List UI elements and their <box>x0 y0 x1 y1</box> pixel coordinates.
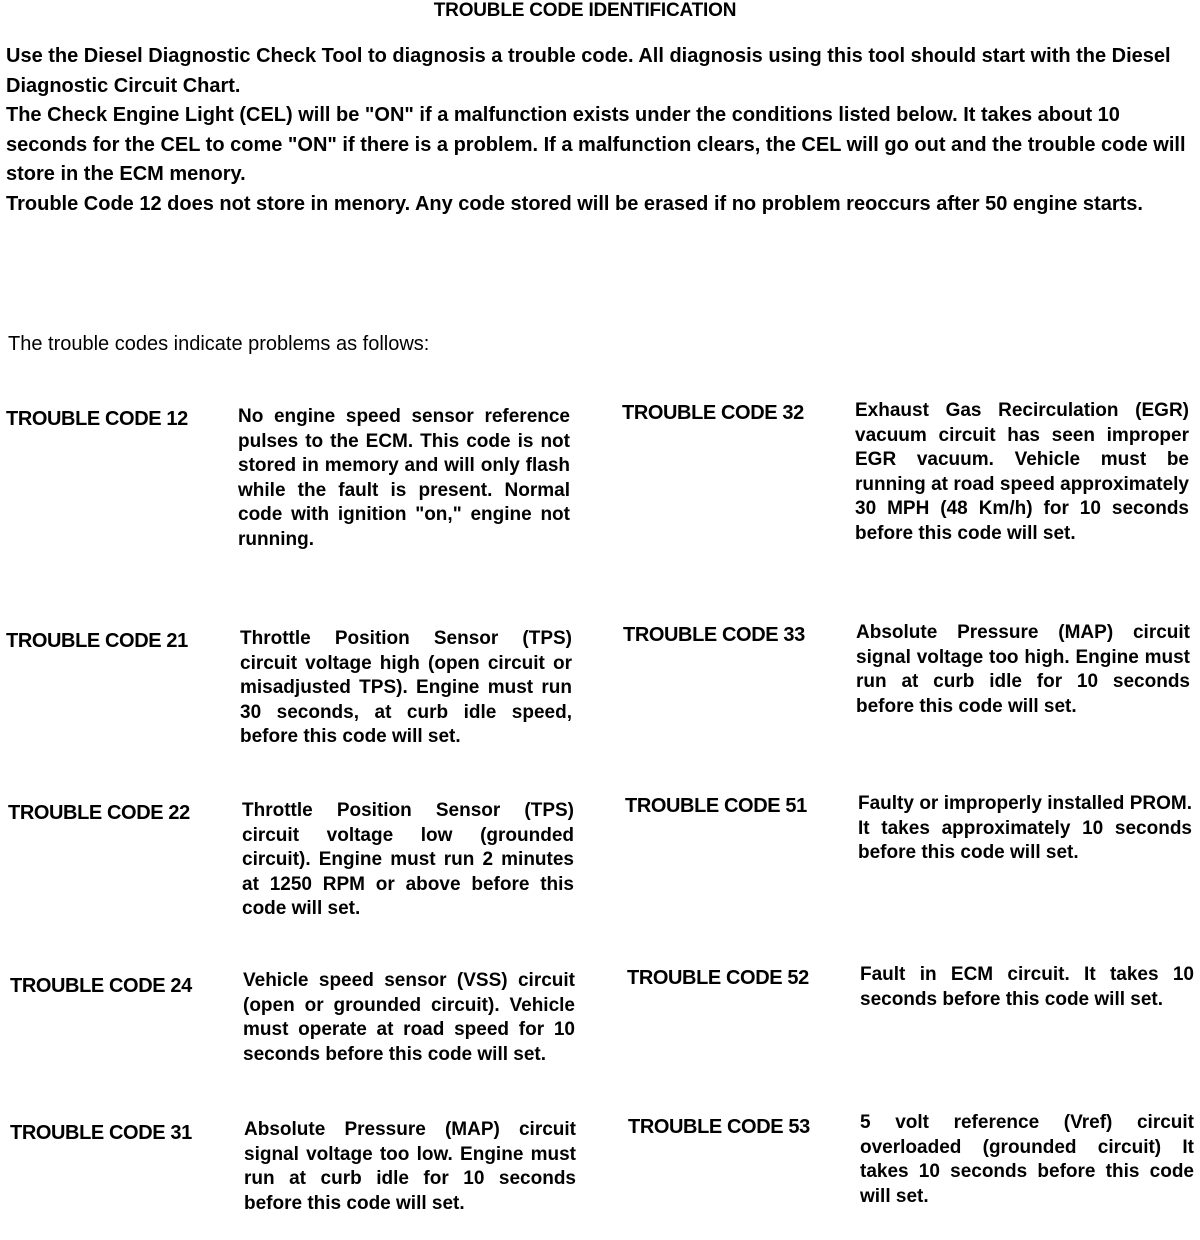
trouble-code-description: Throttle Position Sensor (TPS) circuit voltage high (open circuit or misadjusted TPS). Engine must run 30 seconds, at curb idle speed, before this code will set. <box>240 628 572 747</box>
intro-paragraph: Trouble Code 12 does not store in menory. Any code stored will be erased if no problem reoccurs after 50 engine starts. <box>6 192 1143 215</box>
trouble-code-description: Fault in ECM circuit. It takes 10 seconds before this code will set. <box>860 964 1194 1010</box>
trouble-code-description: No engine speed sensor reference pulses to the ECM. This code is not stored in memory and will only flash while the fault is present. Normal code with ignition "on," engine not running. <box>238 406 570 550</box>
trouble-code-label: TROUBLE CODE 51 <box>625 795 807 817</box>
trouble-code-label: TROUBLE CODE 21 <box>6 630 188 652</box>
trouble-code-description: Absolute Pressure (MAP) circuit signal voltage too high. Engine must run at curb idle for 10 seconds before this code will set. <box>856 622 1190 717</box>
intro-section <box>6 42 1186 219</box>
trouble-code-label: TROUBLE CODE 12 <box>6 408 188 430</box>
trouble-code-description: Vehicle speed sensor (VSS) circuit (open or grounded circuit). Vehicle must operate at road speed for 10 seconds before this code will set. <box>243 970 575 1065</box>
trouble-code-label: TROUBLE CODE 32 <box>622 402 804 424</box>
trouble-code-label: TROUBLE CODE 31 <box>10 1122 192 1144</box>
trouble-code-label: TROUBLE CODE 52 <box>627 967 809 989</box>
intro-paragraph: Use the Diesel Diagnostic Check Tool to diagnosis a trouble code. All diagnosis using this tool should start with the Diesel Diagnostic Circuit Chart. <box>6 45 1171 97</box>
trouble-code-label: TROUBLE CODE 24 <box>10 975 192 997</box>
trouble-code-description: Exhaust Gas Recirculation (EGR) vacuum circuit has seen improper EGR vacuum. Vehicle must be running at road speed approximately 30 MPH (48 Km/h) for 10 seconds before this code will set. <box>855 400 1189 544</box>
trouble-code-description: Faulty or improperly installed PROM. It takes approximately 10 seconds before this code will set. <box>858 793 1192 863</box>
page-title: TROUBLE CODE IDENTIFICATION <box>433 0 737 21</box>
intro-paragraph: The Check Engine Light (CEL) will be "ON" if a malfunction exists under the conditions listed below. It takes about 10 seconds for the CEL to come "ON" if there is a problem. If a malfunction clears, the CEL will go out and the trouble code will store in the ECM menory. <box>6 104 1186 185</box>
trouble-code-description: Absolute Pressure (MAP) circuit signal voltage too low. Engine must run at curb idle for 10 seconds before this code will set. <box>244 1119 576 1214</box>
trouble-code-label: TROUBLE CODE 53 <box>628 1116 810 1138</box>
trouble-code-label: TROUBLE CODE 22 <box>8 802 190 824</box>
trouble-code-label: TROUBLE CODE 33 <box>623 624 805 646</box>
trouble-code-description: 5 volt reference (Vref) circuit overloaded (grounded circuit) It takes 10 seconds before this code will set. <box>860 1112 1194 1207</box>
trouble-code-description: Throttle Position Sensor (TPS) circuit voltage low (grounded circuit). Engine must run 2 minutes at 1250 RPM or above before this code will set. <box>242 800 574 919</box>
lead-in-text: The trouble codes indicate problems as follows: <box>8 333 430 355</box>
